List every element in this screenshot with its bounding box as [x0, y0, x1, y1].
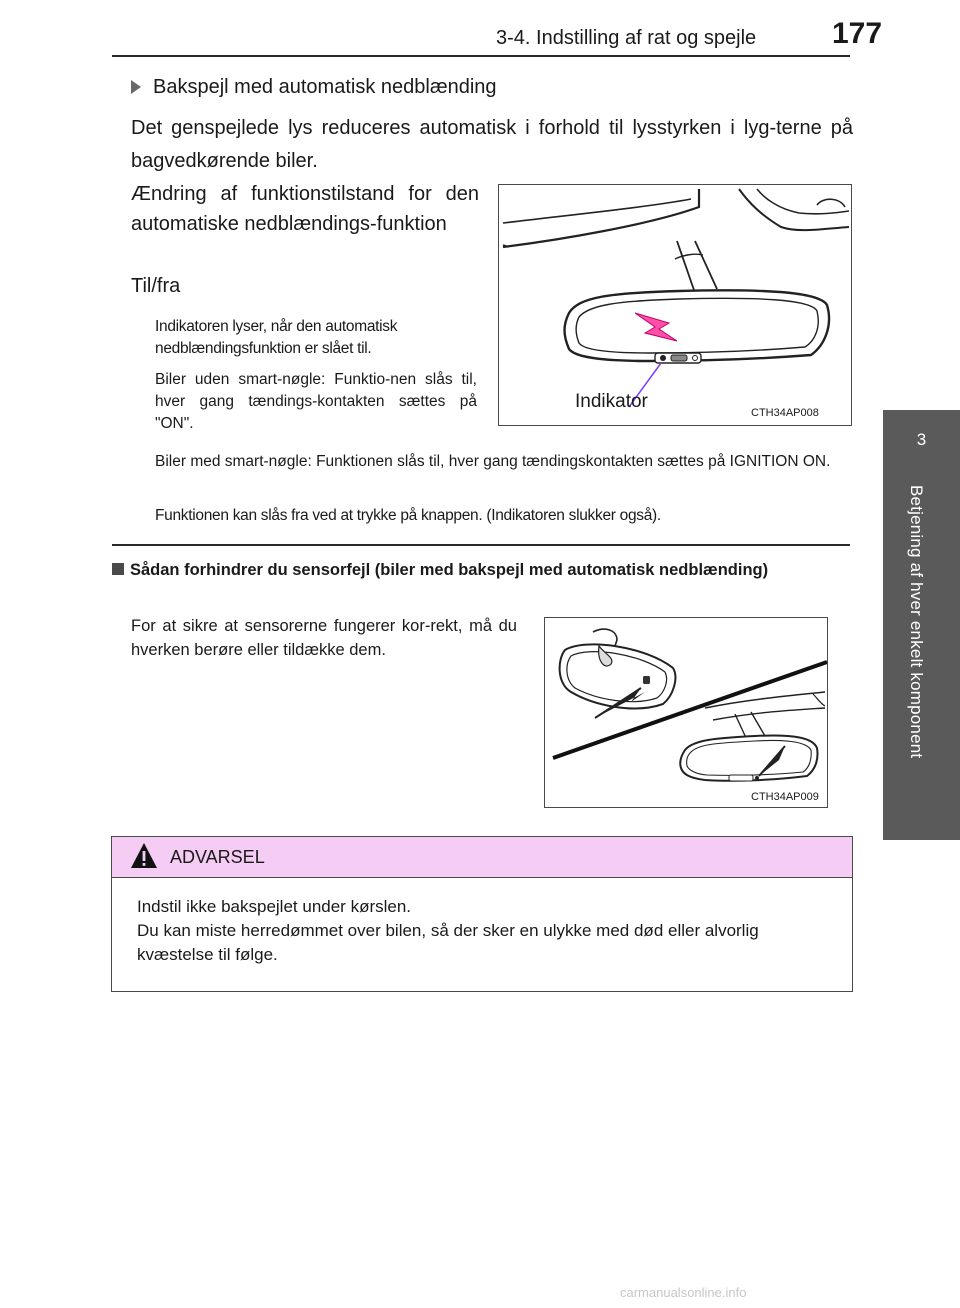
section-divider: [112, 544, 850, 546]
item-heading-text: Bakspejl med automatisk nedblænding: [153, 76, 497, 98]
watermark: carmanualsonline.info: [620, 1285, 747, 1300]
sensor-heading: [112, 558, 852, 582]
sensor-heading-text: Sådan forhindrer du sensorfejl (biler med bakspejl med automatisk nedblænding): [130, 561, 769, 579]
mirror-illustration-icon: [499, 185, 851, 425]
warning-triangle-icon: [129, 841, 159, 871]
warning-line-2: Du kan miste herredømmet over bilen, så der sker en ulykke med død eller alvorlig kvæstelse til følge.: [137, 921, 759, 964]
note-without-smart-key: Biler uden smart-nøgle: Funktio-nen slås til, hver gang tændings-kontakten sættes på "ON".: [155, 371, 477, 432]
sensor-figure: [544, 617, 828, 808]
indicator-label: Indikator: [575, 391, 648, 412]
item-heading: [131, 76, 497, 99]
note-with-smart-key: Biler med smart-nøgle: Funktionen slås til, hver gang tændingskontakten sættes på IGNITION ON.: [155, 453, 831, 470]
page-number: 177: [832, 17, 883, 50]
warning-box: [111, 836, 853, 992]
warning-text: [137, 895, 839, 967]
chapter-title: Betjening af hver enkelt komponent: [907, 485, 926, 759]
triangle-bullet-icon: [131, 80, 141, 94]
figure1-code: CTH34AP008: [751, 407, 819, 419]
change-mode-text: Ændring af funktionstilstand for den automatiske nedblændings-funktion: [131, 183, 479, 235]
note-turn-off: Funktionen kan slås fra ved at trykke på knappen. (Indikatoren slukker også).: [155, 507, 661, 524]
figure2-code: CTH34AP009: [751, 791, 819, 803]
warning-line-1: Indstil ikke bakspejlet under kørslen.: [137, 897, 412, 916]
sensor-heading-block: [112, 558, 852, 582]
header-rule: [112, 55, 850, 57]
onoff-text: Til/fra: [131, 275, 181, 297]
chapter-number: 3: [916, 430, 927, 449]
mirror-indicator-figure: [498, 184, 852, 426]
description-paragraph: Det genspejlede lys reduceres automatisk i forhold til lysstyrken i lyg-terne på bagvedkørende biler.: [131, 117, 853, 172]
sensor-paragraph: For at sikre at sensorerne fungerer kor-rekt, må du hverken berøre eller tildække dem.: [131, 617, 517, 659]
section-title: 3-4. Indstilling af rat og spejle: [496, 27, 757, 49]
square-bullet-icon: [112, 563, 124, 575]
note-indicator: Indikatoren lyser, når den automatisk nedblændingsfunktion er slået til.: [155, 318, 398, 357]
warning-header: [112, 837, 852, 878]
sensor-illustration-icon: [545, 618, 827, 807]
warning-title: ADVARSEL: [170, 847, 265, 867]
